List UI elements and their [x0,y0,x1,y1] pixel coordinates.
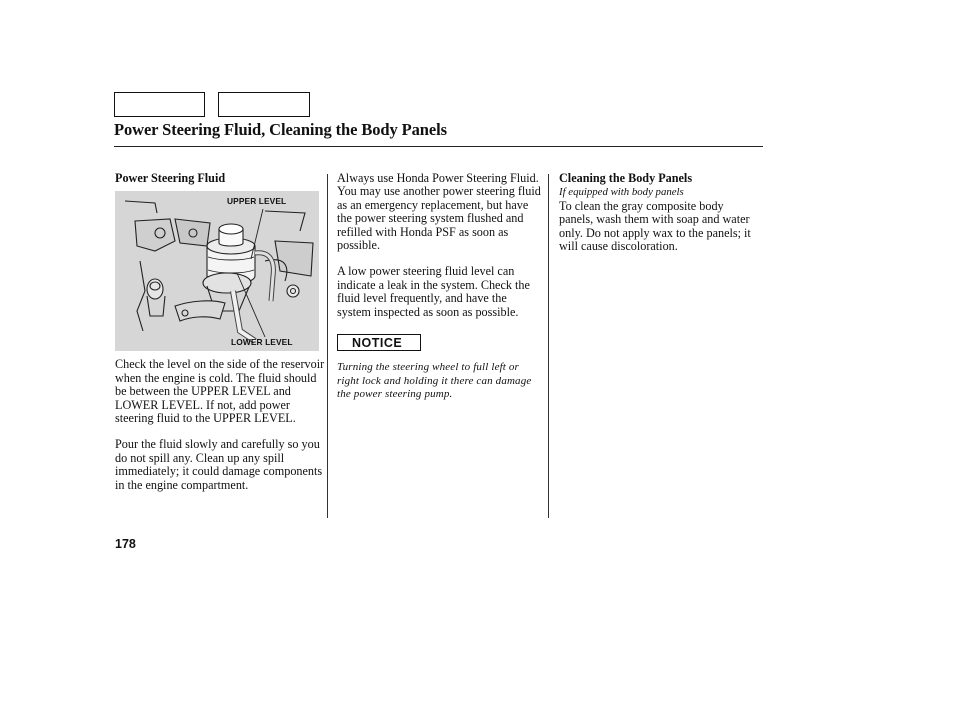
subheading-if-equipped: If equipped with body panels [559,186,684,199]
column-power-steering [115,172,325,492]
reservoir-drawing [115,191,319,351]
column-divider-2 [548,174,549,518]
column-divider-1 [327,174,328,518]
upper-level-label: UPPER LEVEL [227,196,287,207]
page-title: Power Steering Fluid, Cleaning the Body Panels [114,120,447,139]
paragraph-honda-psf: Always use Honda Power Steering Fluid. You may use another power steering fluid as an emergency replacement, but have the power steering system flushed and refilled with Honda PSF as soon as possible. [337,171,541,253]
nav-button-previous[interactable] [114,92,205,117]
lower-level-label: LOWER LEVEL [231,337,293,348]
paragraph-check-level: Check the level on the side of the reservoir when the engine is cold. The fluid should be between the UPPER LEVEL and LOWER LEVEL. If not, add power steering fluid to the UPPER LEVEL. [115,357,325,426]
notice-badge: NOTICE [337,334,421,351]
section-heading-power-steering: Power Steering Fluid [115,171,226,185]
reservoir-illustration [115,191,319,351]
paragraph-low-level: A low power steering fluid level can indicate a leak in the system. Check the fluid level frequently, and have the system inspected as soon as possible. [337,264,530,319]
page-number: 178 [115,537,136,551]
nav-button-next[interactable] [218,92,310,117]
paragraph-clean-panels: To clean the gray composite body panels, wash them with soap and water only. Do not apply wax to the panels; it will cause discoloration. [559,198,751,254]
column-body-panels [559,172,759,253]
paragraph-pour-fluid: Pour the fluid slowly and carefully so you do not spill any. Clean up any spill immediately; it could damage components in the engine compartment. [115,437,323,492]
column-fluid-notes [337,172,542,402]
title-divider [114,146,763,147]
notice-text: Turning the steering wheel to full left or right lock and holding it there can damage the power steering pump. [337,361,532,401]
section-heading-body-panels: Cleaning the Body Panels [559,171,693,185]
